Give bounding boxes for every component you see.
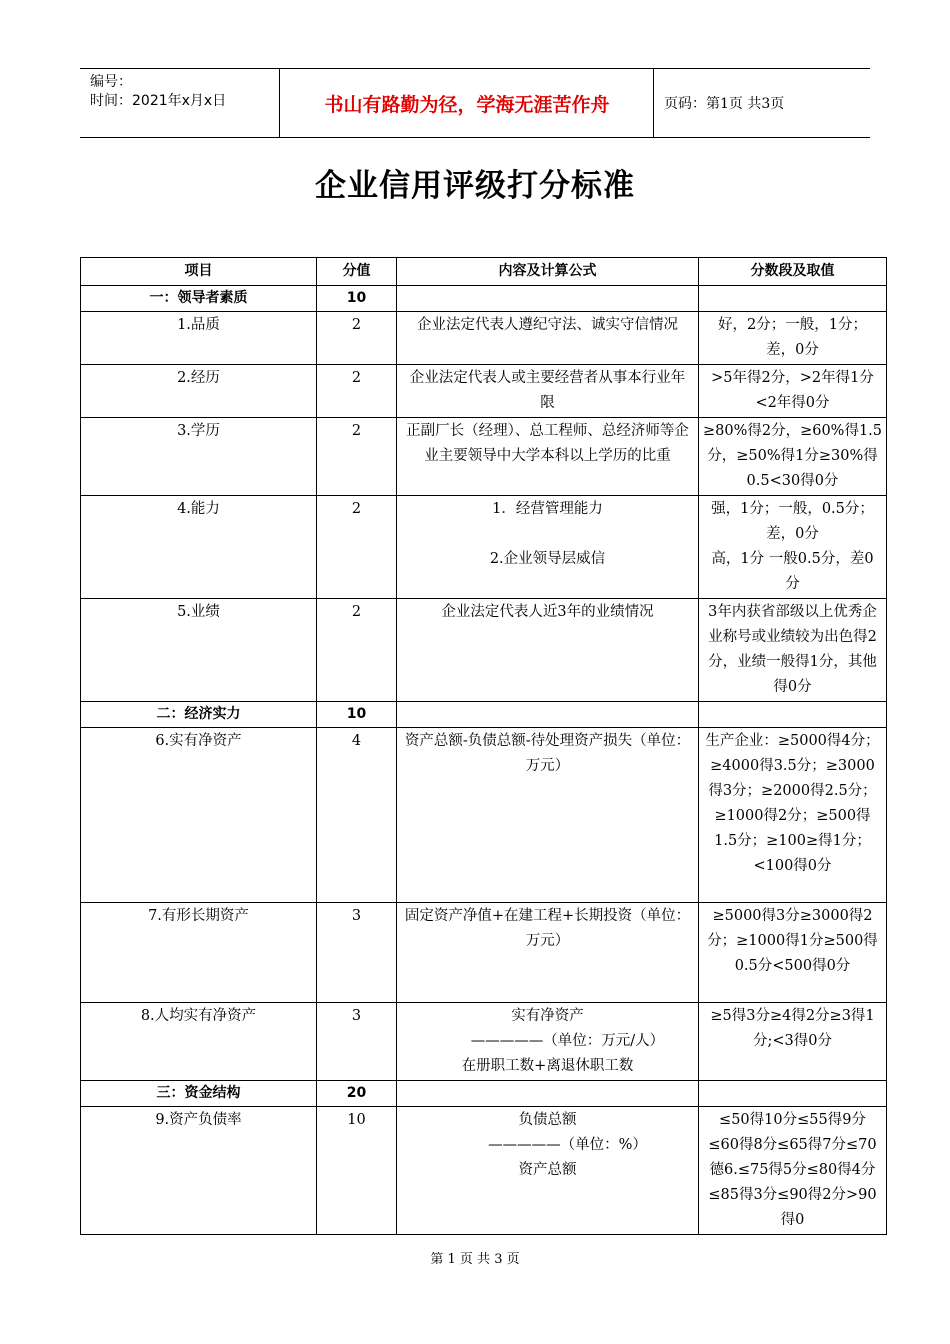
- time-label: 时间：2021年x月x日: [90, 93, 227, 109]
- row-score: 4: [317, 728, 397, 903]
- section-row: [81, 286, 887, 312]
- row-content: 企业法定代表人或主要经营者从事本行业年限: [397, 365, 699, 418]
- table-row: [81, 728, 887, 903]
- section-name: 一：领导者素质: [81, 286, 317, 312]
- table-row: [81, 496, 887, 599]
- row-content: 正副厂长（经理）、总工程师、总经济师等企业主要领导中大学本科以上学历的比重: [397, 418, 699, 496]
- row-range: 生产企业：≥5000得4分；≥4000得3.5分；≥3000得3分；≥2000得2.5分；≥1000得2分；≥500得1.5分；≥100≥得1分；<100得0分: [699, 728, 887, 903]
- section-row: [81, 1081, 887, 1107]
- content-line-2: 2.企业领导层威信: [489, 551, 606, 567]
- page-footer: 第 1 页 共 3 页: [430, 1252, 520, 1267]
- row-item: 6.实有净资产: [81, 728, 317, 903]
- row-score: 2: [317, 418, 397, 496]
- header-motto: 书山有路勤为径，学海无涯苦作舟: [281, 69, 654, 137]
- row-score: 10: [317, 1107, 397, 1235]
- section-row: [81, 702, 887, 728]
- document-title: 企业信用评级打分标准: [315, 168, 635, 204]
- section-score: 10: [317, 286, 397, 312]
- formula-fraction-line: —————（单位：%）: [488, 1137, 647, 1153]
- row-range: [699, 496, 887, 599]
- serial-label: 编号：: [90, 74, 132, 90]
- range-line-1: 强，1分；一般，0.5分；差，0分: [711, 501, 874, 542]
- row-content: 企业法定代表人近3年的业绩情况: [397, 599, 699, 702]
- table-row: [81, 365, 887, 418]
- row-range: ≥5000得3分≥3000得2分；≥1000得1分≥500得0.5分<500得0分: [699, 903, 887, 1003]
- rating-table: [80, 257, 887, 1235]
- table-row: [81, 418, 887, 496]
- row-item: 9.资产负债率: [81, 1107, 317, 1235]
- row-item: 1.品质: [81, 312, 317, 365]
- column-header-score: 分值: [317, 258, 397, 286]
- range-line-2: 高，1分 一般0.5分，差0分: [711, 551, 874, 592]
- section-name: 三：资金结构: [81, 1081, 317, 1107]
- table-row: [81, 312, 887, 365]
- header-page-info: 页码：第1页 共3页: [664, 96, 785, 112]
- formula-denominator: 资产总额: [518, 1162, 577, 1178]
- row-item: 8.人均实有净资产: [81, 1003, 317, 1081]
- section-score: 20: [317, 1081, 397, 1107]
- row-range: >5年得2分，>2年得1分<2年得0分: [699, 365, 887, 418]
- header-meta: [80, 69, 280, 137]
- row-content: 固定资产净值+在建工程+长期投资（单位：万元）: [397, 903, 699, 1003]
- row-score: 3: [317, 1003, 397, 1081]
- table-row: [81, 1107, 887, 1235]
- row-score: 2: [317, 312, 397, 365]
- column-header-range: 分数段及取值: [699, 258, 887, 286]
- row-item: 2.经历: [81, 365, 317, 418]
- formula-numerator: 负债总额: [518, 1112, 577, 1128]
- formula-numerator: 实有净资产: [511, 1008, 584, 1024]
- row-item: 4.能力: [81, 496, 317, 599]
- row-item: 7.有形长期资产: [81, 903, 317, 1003]
- row-content: [397, 1003, 699, 1081]
- row-range: ≥5得3分≥4得2分≥3得1分;<3得0分: [699, 1003, 887, 1081]
- row-score: 3: [317, 903, 397, 1003]
- row-score: 2: [317, 365, 397, 418]
- column-header-item: 项目: [81, 258, 317, 286]
- row-content: 资产总额-负债总额-待处理资产损失（单位：万元）: [397, 728, 699, 903]
- row-item: 5.业绩: [81, 599, 317, 702]
- content-line-1: 1．经营管理能力: [492, 501, 603, 517]
- row-score: 2: [317, 496, 397, 599]
- formula-denominator: 在册职工数+离退休职工数: [461, 1058, 634, 1074]
- row-range: 3年内获省部级以上优秀企业称号或业绩较为出色得2分，业绩一般得1分，其他得0分: [699, 599, 887, 702]
- row-content: [397, 496, 699, 599]
- table-row: [81, 1003, 887, 1081]
- table-row: [81, 903, 887, 1003]
- row-range: ≥80%得2分，≥60%得1.5分，≥50%得1分≥30%得0.5<30得0分: [699, 418, 887, 496]
- row-content: 企业法定代表人遵纪守法、诚实守信情况: [397, 312, 699, 365]
- page-header: [80, 68, 870, 138]
- section-name: 二：经济实力: [81, 702, 317, 728]
- row-score: 2: [317, 599, 397, 702]
- section-score: 10: [317, 702, 397, 728]
- row-range: ≤50得10分≤55得9分≤60得8分≤65得7分≤70德6.≤75得5分≤80得4分≤85得3分≤90得2分>90得0: [699, 1107, 887, 1235]
- row-range: 好，2分；一般，1分；差，0分: [699, 312, 887, 365]
- row-item: 3.学历: [81, 418, 317, 496]
- row-content: [397, 1107, 699, 1235]
- formula-fraction-line: —————（单位：万元/人）: [470, 1033, 665, 1049]
- table-header-row: [81, 258, 887, 286]
- table-row: [81, 599, 887, 702]
- column-header-content: 内容及计算公式: [397, 258, 699, 286]
